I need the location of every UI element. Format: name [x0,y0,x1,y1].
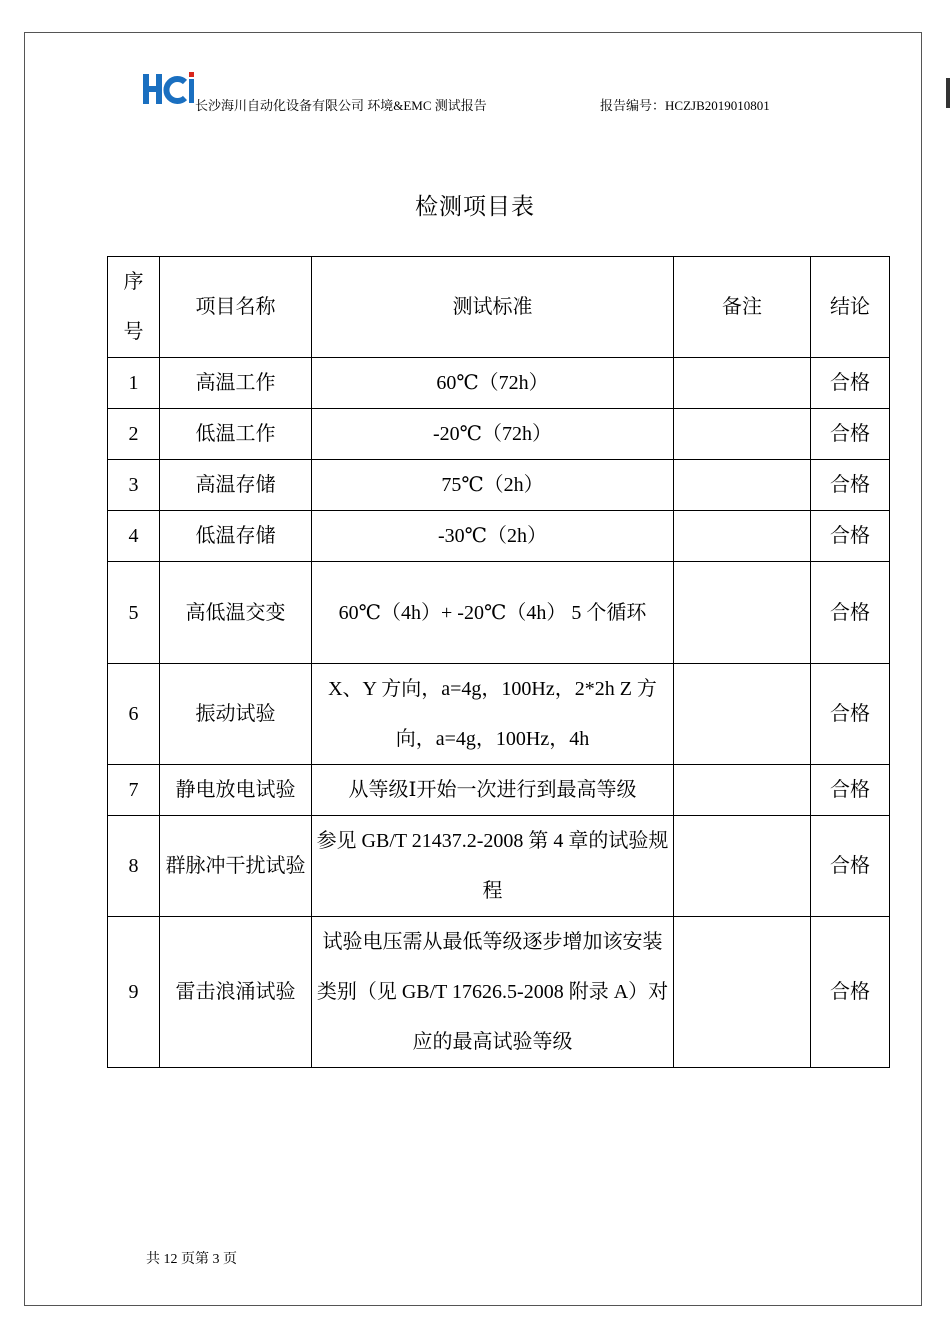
table-row [108,460,890,511]
header-company: 长沙海川自动化设备有限公司 环境&EMC 测试报告 [195,98,487,113]
row-name: 群脉冲干扰试验 [160,816,312,917]
row-seq: 9 [108,917,160,1068]
row-note [674,816,811,917]
row-note [674,511,811,562]
header-standard: 测试标准 [312,257,674,358]
header-seq: 序号 [108,257,160,358]
row-seq: 7 [108,765,160,816]
table-row [108,917,890,1068]
row-result: 合格 [811,917,890,1068]
row-name: 高温存储 [160,460,312,511]
row-name: 低温工作 [160,409,312,460]
row-name: 高低温交变 [160,562,312,664]
row-result: 合格 [811,358,890,409]
table-row [108,816,890,917]
table-row [108,358,890,409]
row-note [674,664,811,765]
row-standard: 参见 GB/T 21437.2-2008 第 4 章的试验规程 [312,816,674,917]
table-row [108,511,890,562]
row-name: 静电放电试验 [160,765,312,816]
document-title: 检测项目表 [415,194,535,220]
page-footer: 共 12 页第 3 页 [146,1252,237,1267]
header-note: 备注 [674,257,811,358]
row-result: 合格 [811,562,890,664]
row-note [674,358,811,409]
row-name: 雷击浪涌试验 [160,917,312,1068]
row-result: 合格 [811,765,890,816]
row-seq: 8 [108,816,160,917]
company-logo [143,70,195,106]
row-note [674,460,811,511]
row-seq: 2 [108,409,160,460]
row-seq: 4 [108,511,160,562]
report-number-value: HCZJB2019010801 [665,98,770,113]
row-result: 合格 [811,664,890,765]
row-seq: 1 [108,358,160,409]
row-seq: 3 [108,460,160,511]
row-standard: 60℃（72h） [312,358,674,409]
table-row [108,409,890,460]
header-result: 结论 [811,257,890,358]
header-report-number [600,95,770,114]
test-items-table [107,256,890,1068]
row-result: 合格 [811,460,890,511]
header-name: 项目名称 [160,257,312,358]
row-standard: 60℃（4h）+ -20℃（4h） 5 个循环 [312,562,674,664]
edge-mark [946,78,950,108]
row-standard: 从等级Ⅰ开始一次进行到最高等级 [312,765,674,816]
row-seq: 6 [108,664,160,765]
row-note [674,562,811,664]
row-name: 高温工作 [160,358,312,409]
row-note [674,765,811,816]
row-note [674,917,811,1068]
row-name: 低温存储 [160,511,312,562]
table-row [108,664,890,765]
row-result: 合格 [811,409,890,460]
row-standard: 试验电压需从最低等级逐步增加该安装类别（见 GB/T 17626.5-2008 附录 A）对应的最高试验等级 [312,917,674,1068]
row-name: 振动试验 [160,664,312,765]
table-row [108,562,890,664]
row-standard: -20℃（72h） [312,409,674,460]
table-row [108,765,890,816]
table-header-row [108,257,890,358]
row-result: 合格 [811,511,890,562]
row-note [674,409,811,460]
row-result: 合格 [811,816,890,917]
report-number-label: 报告编号： [600,98,666,113]
row-seq: 5 [108,562,160,664]
row-standard: 75℃（2h） [312,460,674,511]
row-standard: -30℃（2h） [312,511,674,562]
row-standard: X、Y 方向，a=4g，100Hz，2*2h Z 方向，a=4g，100Hz，4h [312,664,674,765]
